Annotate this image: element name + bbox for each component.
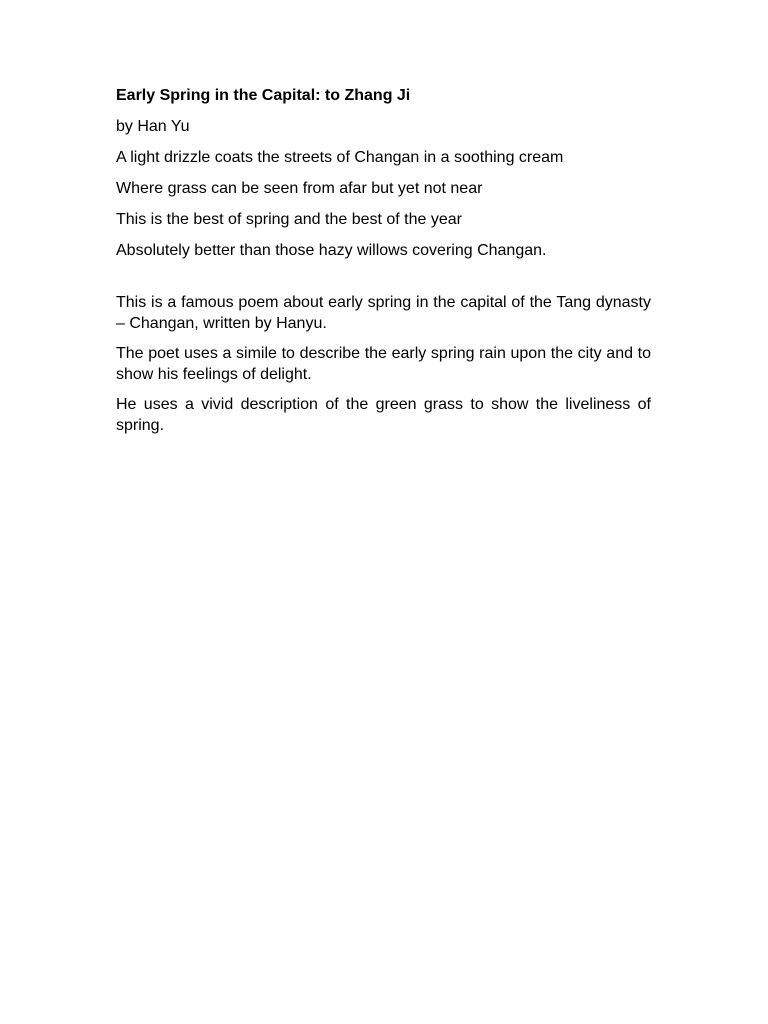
commentary-paragraph: The poet uses a simile to describe the early spring rain upon the city and to show his feelings of delight. bbox=[116, 345, 651, 383]
poem-line: A light drizzle coats the streets of Changan in a soothing cream bbox=[116, 149, 564, 166]
commentary-paragraph: This is a famous poem about early spring in the capital of the Tang dynasty – Changan, written by Hanyu. bbox=[116, 294, 651, 332]
poem-line: This is the best of spring and the best of the year bbox=[116, 211, 462, 228]
section-spacer bbox=[116, 271, 651, 292]
poem-author: by Han Yu bbox=[116, 118, 190, 135]
poem-title: Early Spring in the Capital: to Zhang Ji bbox=[116, 87, 411, 104]
commentary-paragraph: He uses a vivid description of the green grass to show the liveliness of spring. bbox=[116, 396, 651, 434]
poem-line: Where grass can be seen from afar but yet not near bbox=[116, 180, 483, 197]
document-page bbox=[116, 85, 651, 445]
poem-line: Absolutely better than those hazy willows covering Changan. bbox=[116, 242, 547, 259]
